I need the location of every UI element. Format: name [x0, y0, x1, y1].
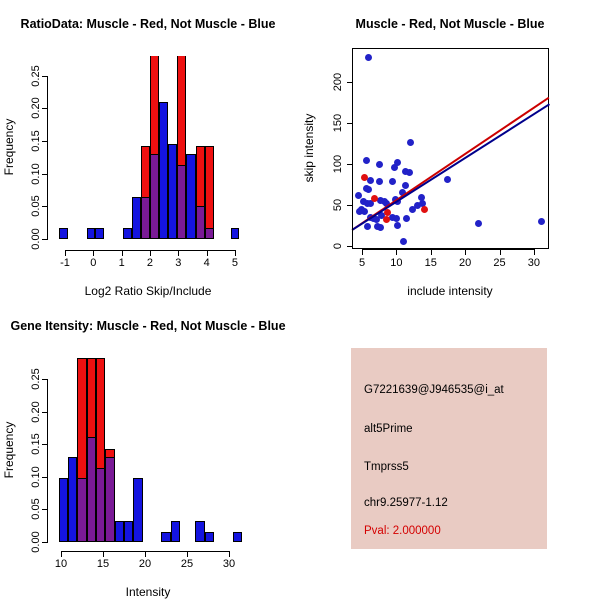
- scatter-point-red: [384, 209, 391, 216]
- scatter-point-blue: [475, 220, 482, 227]
- y-tick-label: 200: [332, 72, 344, 91]
- ratio-histogram-plot-area: [50, 56, 246, 239]
- y-tick: [42, 477, 48, 478]
- x-tick-label: 15: [424, 257, 437, 269]
- scatter-title: Muscle - Red, Not Muscle - Blue: [355, 17, 545, 31]
- scatter-point-blue: [365, 54, 372, 61]
- hist-bar-overlap: [105, 457, 114, 542]
- x-tick-label: 4: [203, 257, 210, 269]
- y-tick-label: 0.05: [30, 195, 42, 218]
- y-tick: [347, 82, 353, 83]
- x-tick: [145, 551, 146, 557]
- y-tick: [42, 206, 48, 207]
- scatter-point-blue: [400, 238, 407, 245]
- y-tick: [42, 444, 48, 445]
- x-tick: [207, 250, 208, 256]
- y-tick-label: 0.00: [30, 228, 42, 250]
- hist-bar-blue: [123, 228, 132, 239]
- x-tick-label: 20: [138, 558, 152, 570]
- hist-bar-overlap: [205, 228, 214, 239]
- hist-bar-blue: [59, 228, 67, 239]
- scatter-point-blue: [538, 218, 545, 225]
- scatter-point-red: [383, 216, 390, 223]
- y-tick-label: 0.25: [30, 64, 42, 87]
- hist-bar-blue: [59, 478, 68, 542]
- gene-histogram-xlabel: Intensity: [125, 585, 171, 599]
- hist-bar-overlap: [150, 154, 159, 239]
- hist-bar-blue: [233, 532, 242, 542]
- x-tick-label: 25: [493, 257, 506, 269]
- x-tick-label: 3: [175, 257, 182, 269]
- scatter-point-blue: [406, 169, 413, 176]
- hist-bar-blue: [195, 521, 204, 542]
- gene-histogram-ylabel: Frequency: [2, 421, 16, 479]
- scatter-point-blue: [367, 177, 374, 184]
- x-tick: [229, 551, 230, 557]
- hist-bar-overlap: [196, 206, 205, 239]
- x-tick: [465, 249, 466, 255]
- pval-text: Pval: 2.000000: [364, 525, 441, 537]
- x-tick: [500, 249, 501, 255]
- probe-id-text: G7221639@J946535@i_at: [364, 384, 504, 396]
- hist-bar-blue: [87, 228, 95, 239]
- scatter-point-blue: [403, 215, 410, 222]
- x-tick: [187, 551, 188, 557]
- x-tick-label: -1: [60, 257, 70, 269]
- hist-bar-blue: [132, 197, 141, 239]
- x-tick-label: 30: [527, 257, 540, 269]
- x-tick: [65, 250, 66, 256]
- scatter-point-blue: [376, 161, 383, 168]
- scatter-point-blue: [394, 159, 401, 166]
- y-axis-line: [47, 379, 48, 542]
- scatter-ylabel: skip intensity: [302, 113, 316, 183]
- hist-bar-blue: [95, 228, 103, 239]
- scatter-point-blue: [389, 178, 396, 185]
- ratio-histogram-xlabel: Log2 Ratio Skip/Include: [84, 284, 212, 298]
- x-tick: [178, 250, 179, 256]
- x-tick: [534, 249, 535, 255]
- hist-bar-blue: [159, 102, 168, 239]
- scatter-point-blue: [365, 186, 372, 193]
- y-tick-label: 0.10: [30, 162, 42, 185]
- y-tick: [42, 509, 48, 510]
- y-tick: [347, 123, 353, 124]
- y-tick: [42, 108, 48, 109]
- x-tick-label: 1: [118, 257, 125, 269]
- scatter-point-blue: [407, 139, 414, 146]
- y-tick-label: 0.05: [30, 498, 42, 521]
- x-tick: [150, 250, 151, 256]
- scatter-point-blue: [376, 178, 383, 185]
- scatter-point-blue: [377, 224, 384, 231]
- gene-name-text: Tmprss5: [364, 461, 409, 473]
- x-tick-label: 25: [180, 558, 194, 570]
- hist-bar-overlap: [87, 437, 96, 542]
- gene-histogram-plot-area: [50, 357, 245, 542]
- y-tick: [42, 542, 48, 543]
- scatter-point-blue: [361, 208, 368, 215]
- hist-bar-overlap: [141, 197, 150, 239]
- x-tick: [122, 250, 123, 256]
- hist-bar-blue: [68, 457, 77, 542]
- y-tick-label: 50: [332, 198, 344, 211]
- x-tick-label: 2: [146, 257, 154, 269]
- y-tick-label: 0.15: [30, 433, 42, 455]
- x-tick-label: 5: [231, 257, 239, 269]
- y-tick: [42, 141, 48, 142]
- y-tick-label: 0.20: [30, 97, 42, 119]
- x-tick: [235, 250, 236, 256]
- x-tick: [61, 551, 62, 557]
- hist-bar-blue: [168, 144, 177, 239]
- hist-bar-blue: [124, 521, 133, 542]
- hist-bar-overlap: [96, 468, 105, 542]
- x-tick: [431, 249, 432, 255]
- scatter-point-blue: [394, 222, 401, 229]
- x-tick-label: 30: [222, 558, 236, 570]
- y-tick-label: 150: [332, 113, 344, 132]
- scatter-point-blue: [364, 223, 371, 230]
- hist-bar-overlap: [77, 478, 86, 542]
- y-tick-label: 100: [332, 154, 344, 173]
- x-tick-label: 5: [358, 257, 366, 269]
- y-tick-label: 0: [332, 242, 344, 249]
- scatter-point-blue: [444, 176, 451, 183]
- x-tick-label: 0: [90, 257, 97, 269]
- y-tick: [42, 412, 48, 413]
- y-tick: [42, 174, 48, 175]
- hist-bar-blue: [133, 478, 142, 542]
- y-tick-label: 0.15: [30, 130, 42, 152]
- scatter-point-blue: [409, 206, 416, 213]
- hist-bar-blue: [205, 532, 214, 542]
- hist-bar-blue: [161, 532, 170, 542]
- hist-bar-red: [205, 146, 214, 239]
- x-tick: [362, 249, 363, 255]
- y-tick: [347, 164, 353, 165]
- scatter-point-blue: [363, 157, 370, 164]
- gene-info-panel: [351, 348, 547, 549]
- scatter-point-red: [421, 206, 428, 213]
- x-axis-line: [362, 249, 534, 250]
- x-tick: [103, 551, 104, 557]
- gene-histogram-title: Gene Itensity: Muscle - Red, Not Muscle - Blue: [10, 319, 286, 333]
- scatter-plot-area: [352, 48, 549, 249]
- ratio-histogram-title: RatioData: Muscle - Red, Not Muscle - Blue: [20, 17, 276, 31]
- y-tick: [347, 246, 353, 247]
- hist-bar-overlap: [177, 165, 186, 239]
- scatter-xlabel: include intensity: [407, 284, 493, 298]
- hist-bar-blue: [231, 228, 239, 239]
- y-tick: [347, 205, 353, 206]
- ratio-histogram-ylabel: Frequency: [2, 118, 16, 176]
- hist-bar-blue: [186, 154, 195, 239]
- x-tick-label: 20: [459, 257, 472, 269]
- x-tick-label: 10: [54, 558, 68, 570]
- hist-bar-blue: [115, 521, 124, 542]
- x-tick: [396, 249, 397, 255]
- y-tick-label: 0.20: [30, 401, 42, 423]
- y-tick-label: 0.25: [30, 368, 42, 390]
- x-tick-label: 10: [390, 257, 403, 269]
- x-tick: [93, 250, 94, 256]
- scatter-point-red: [371, 195, 378, 202]
- y-axis-line: [47, 76, 48, 239]
- y-tick-label: 0.00: [30, 531, 42, 553]
- chromosome-location-text: chr9.25977-1.12: [364, 497, 448, 509]
- y-tick-label: 0.10: [30, 466, 42, 488]
- hist-bar-blue: [171, 521, 180, 542]
- splice-type-text: alt5Prime: [364, 423, 413, 435]
- y-tick: [42, 76, 48, 77]
- y-tick: [42, 379, 48, 380]
- x-tick-label: 15: [96, 558, 110, 570]
- y-tick: [42, 239, 48, 240]
